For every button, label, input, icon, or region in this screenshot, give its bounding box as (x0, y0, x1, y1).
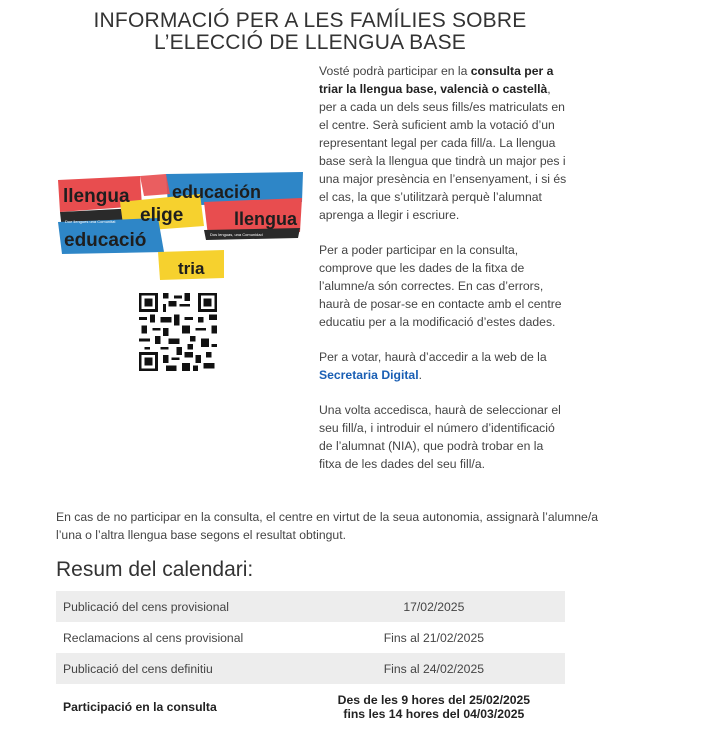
row-value: 17/02/2025 (303, 591, 565, 622)
table-row (56, 653, 565, 684)
logo-word-3: elige (140, 205, 184, 226)
title-line-1: INFORMACIÓ PER A LES FAMÍLIES SOBRE (93, 9, 527, 32)
intro-paragraph-2: Per a poder participar en la consulta, comprove que les dades de la fitxa de l’alumne/a són correctes. En cas d’errors, haurà de posar-se en contacte amb el centre educatiu per a la modificació d’estes dades. (319, 243, 562, 329)
table-row (56, 591, 565, 622)
row-value: Fins al 24/02/2025 (303, 653, 565, 684)
intro-paragraph-4: Una volta accedisca, haurà de seleccionar el seu fill/a, i introduir el número d’identificació de l’alumnat (NIA), que podrà trobar en la fitxa de les dades del seu fill/a. (319, 403, 561, 471)
non-participation-note: En cas de no participar en la consulta, el centre en virtut de la seua autonomia, assignarà l’alumne/a l’una o l’altra llengua base segons el resultat obtingut. (56, 510, 598, 542)
logo-word-4: llengua (234, 209, 298, 229)
row-value (303, 684, 565, 730)
row-value-line-2: fins les 14 hores del 04/03/2025 (343, 707, 525, 721)
intro-text (319, 62, 567, 490)
title-line-2: L’ELECCIÓ DE LLENGUA BASE (154, 31, 466, 54)
logo-word-5: educació (64, 230, 147, 251)
calendar-heading: Resum del calendari: (56, 558, 254, 581)
page-title (60, 10, 560, 54)
table-row (56, 622, 565, 653)
secretaria-digital-link[interactable]: Secretaria Digital (319, 368, 419, 382)
row-value-line-1: Des de les 9 hores del 25/02/2025 (337, 693, 531, 707)
logo-word-1: llengua (63, 186, 130, 207)
intro-emphasis: consulta per a triar la llengua base, valencià o castellà (319, 64, 554, 96)
logo-small-text-2: Dos lenguas, una Comunidad (210, 232, 263, 237)
campaign-logo (58, 172, 303, 280)
row-value: Fins al 21/02/2025 (383, 630, 484, 645)
row-label: Participació en la consulta (63, 700, 217, 714)
row-label: Publicació del cens definitiu (56, 653, 303, 684)
logo-small-text-1: Doe llengues una Comunitat (65, 219, 116, 224)
intro-paragraph-3: Per a votar, haurà d’accedir a la web de la Secretaria Digital. (319, 350, 547, 382)
row-label: Reclamacions al cens provisional (63, 630, 244, 645)
row-label: Publicació del cens provisional (56, 591, 303, 622)
table-row (56, 684, 565, 730)
logo-word-6: tria (178, 259, 205, 278)
calendar-table (56, 591, 565, 730)
logo-word-2: educación (172, 182, 262, 202)
intro-paragraph-1: Vosté podrà participar en la consulta per a triar la llengua base, valencià o castellà, per a cada un dels seus fills/es matriculats en el centre. Serà suficient amb la votació d’un representant legal per cada fill/a. La llengua base serà la llengua que tindrà un major pes i una major presència en l’ensenyament, i si és el cas, la que s’utilitzarà perquè l’alumnat aprenga a llegir i escriure. (319, 64, 567, 222)
qr-code[interactable] (139, 293, 217, 371)
